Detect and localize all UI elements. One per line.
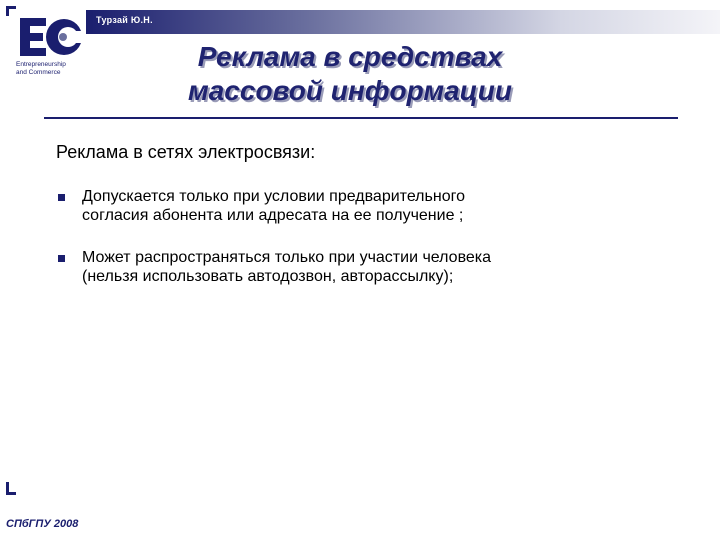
bullet-text: Допускается только при условии предварительного [82, 188, 465, 205]
title-divider [44, 117, 678, 119]
square-bullet-icon [58, 255, 65, 262]
footer-text: СПбГПУ 2008 [6, 518, 79, 530]
logo-caption-line: and Commerce [16, 69, 61, 76]
bullet-text: согласия абонента или адресата на ее получение ; [82, 207, 464, 224]
bullet-item [56, 248, 656, 286]
corner-mark-top-left-vertical [6, 6, 9, 16]
bullet-list [56, 187, 656, 309]
bullet-item [56, 187, 656, 225]
title-line: массовой информации [188, 75, 512, 106]
author-name: Турзай Ю.Н. [96, 15, 153, 25]
logo-caption [16, 61, 86, 77]
header-bar [86, 10, 720, 34]
section-subheading: Реклама в сетях электросвязи: [56, 142, 316, 162]
corner-mark-bottom-left-vertical [6, 482, 9, 495]
bullet-text: (нельзя использовать автодозвон, авторассылку); [82, 268, 454, 285]
square-bullet-icon [58, 194, 65, 201]
bullet-text: Может распространяться только при участии человека [82, 249, 492, 266]
title-line: Реклама в средствах [197, 41, 503, 72]
logo-caption-line: Entrepreneurship [16, 61, 66, 68]
slide-title [110, 40, 590, 108]
